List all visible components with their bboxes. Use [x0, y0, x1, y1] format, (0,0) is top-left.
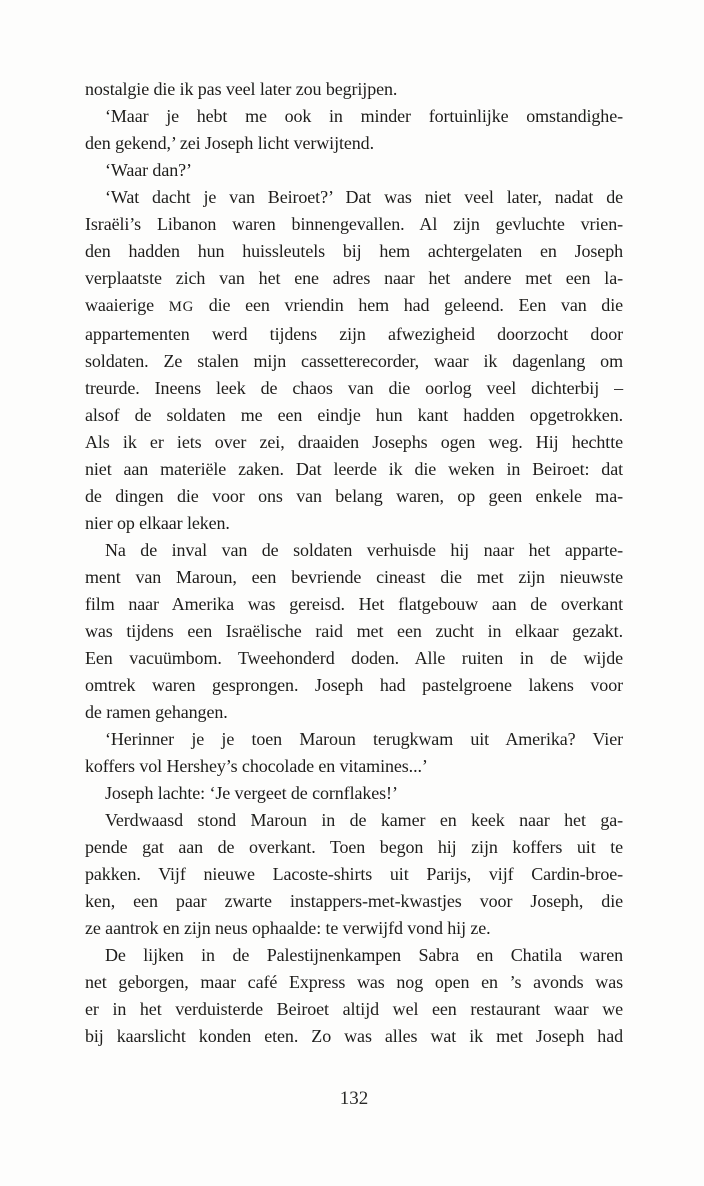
- text-line: soldaten. Ze stalen mijn cassetterecorder, waar ik dagenlang om: [85, 351, 623, 371]
- text-line: ‘Wat dacht je van Beiroet?’ Dat was niet veel later, nadat de: [105, 187, 623, 207]
- text-line: De lijken in de Palestijnenkampen Sabra en Chatila waren: [105, 945, 623, 965]
- page-text-block: [85, 76, 623, 1050]
- text-line: den hadden hun huissleutels bij hem achtergelaten en Joseph: [85, 241, 623, 261]
- text-line: film naar Amerika was gereisd. Het flatgebouw aan de overkant: [85, 594, 623, 614]
- text-line: ment van Maroun, een bevriende cineast die met zijn nieuwste: [85, 567, 623, 587]
- text-line: Als ik er iets over zei, draaiden Josephs ogen weg. Hij hechtte: [85, 432, 623, 452]
- text-line: koffers vol Hershey’s chocolade en vitamines...’: [85, 756, 428, 776]
- text-line: net geborgen, maar café Express was nog open en ’s avonds was: [85, 972, 623, 992]
- text-line: ken, een paar zwarte instappers-met-kwastjes voor Joseph, die: [85, 891, 623, 911]
- page-number: 132: [339, 1088, 369, 1109]
- text-line: de dingen die voor ons van belang waren, op geen enkele ma-: [85, 486, 623, 506]
- text-line: nier op elkaar leken.: [85, 513, 230, 533]
- text-line: Verdwaasd stond Maroun in de kamer en keek naar het ga-: [105, 810, 623, 830]
- text-line: nostalgie die ik pas veel later zou begrijpen.: [85, 79, 398, 99]
- text-line: treurde. Ineens leek de chaos van die oorlog veel dichterbij –: [85, 378, 623, 398]
- text-line: Joseph lachte: ‘Je vergeet de cornflakes!’: [105, 783, 398, 803]
- text-line: ‘Maar je hebt me ook in minder fortuinlijke omstandighe-: [105, 106, 623, 126]
- text-line: Israëli’s Libanon waren binnengevallen. Al zijn gevluchte vrien-: [85, 214, 623, 234]
- text-line: Na de inval van de soldaten verhuisde hij naar het apparte-: [105, 540, 623, 560]
- text-line: appartementen werd tijdens zijn afwezigheid doorzocht door: [85, 324, 623, 344]
- text-line: was tijdens een Israëlische raid met een zucht in elkaar gezakt.: [85, 621, 623, 641]
- smallcaps-mg: MG: [168, 299, 195, 315]
- text-line: waaierige MG die een vriendin hem had geleend. Een van die: [85, 295, 623, 315]
- text-line: pakken. Vijf nieuwe Lacoste-shirts uit Parijs, vijf Cardin-broe-: [85, 864, 623, 884]
- text-line: niet aan materiële zaken. Dat leerde ik die weken in Beiroet: dat: [85, 459, 623, 479]
- text-line: pende gat aan de overkant. Toen begon hij zijn koffers uit te: [85, 837, 623, 857]
- text-line: Een vacuümbom. Tweehonderd doden. Alle ruiten in de wijde: [85, 648, 623, 668]
- text-line: omtrek waren gesprongen. Joseph had pastelgroene lakens voor: [85, 675, 623, 695]
- text-line: ‘Herinner je je toen Maroun terugkwam uit Amerika? Vier: [105, 729, 623, 749]
- text-line: de ramen gehangen.: [85, 702, 228, 722]
- text-line: ‘Waar dan?’: [105, 160, 192, 180]
- text-line: er in het verduisterde Beiroet altijd wel een restaurant waar we: [85, 999, 623, 1019]
- text-line: ze aantrok en zijn neus ophaalde: te verwijfd vond hij ze.: [85, 918, 491, 938]
- text-line: den gekend,’ zei Joseph licht verwijtend.: [85, 133, 374, 153]
- text-line: alsof de soldaten me een eindje hun kant hadden opgetrokken.: [85, 405, 623, 425]
- text-line: bij kaarslicht konden eten. Zo was alles wat ik met Joseph had: [85, 1026, 623, 1046]
- text-line: verplaatste zich van het ene adres naar het andere met een la-: [85, 268, 623, 288]
